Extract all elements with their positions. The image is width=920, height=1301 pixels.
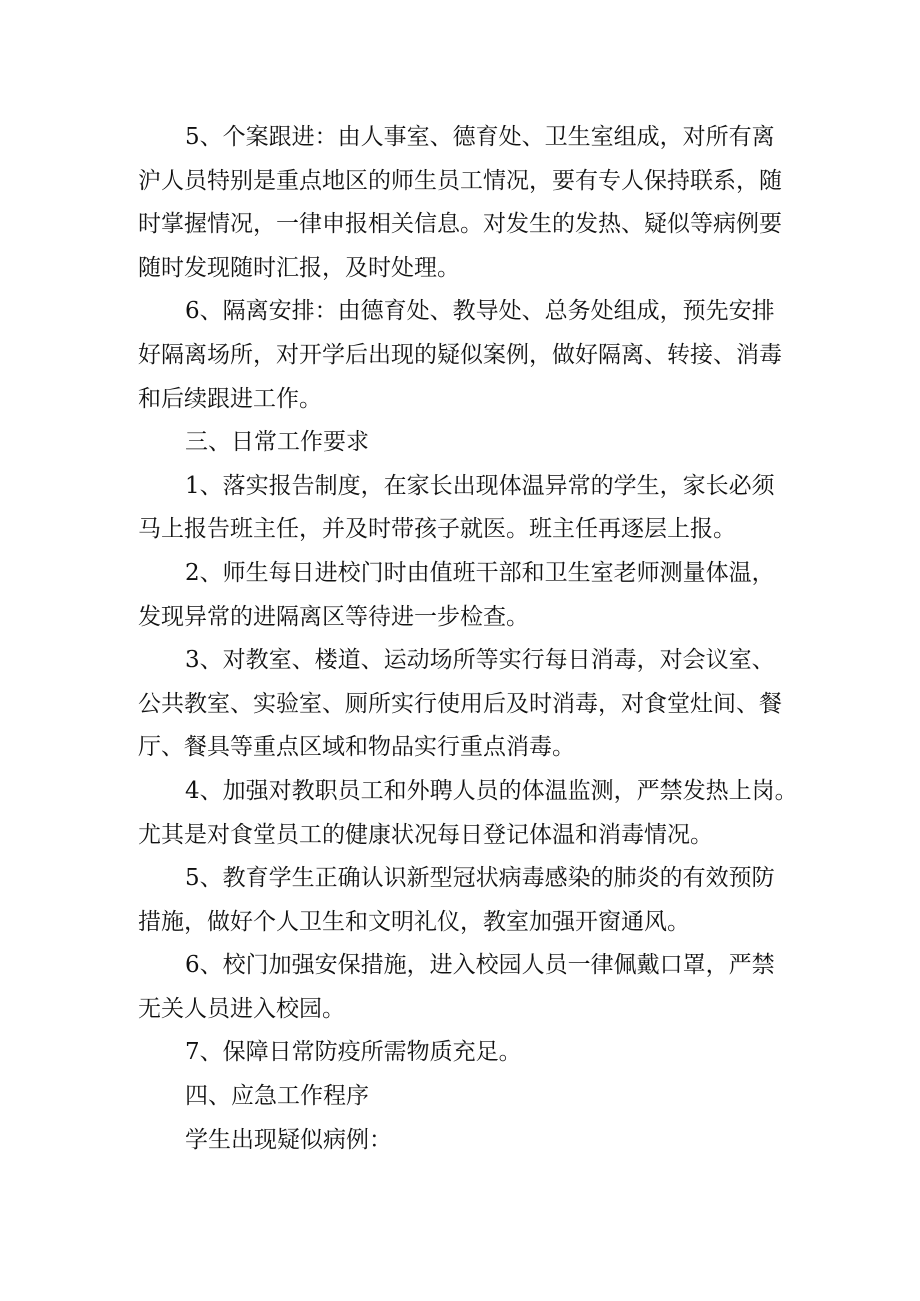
text-line: 措施，做好个人卫生和文明礼仪，教室加强开窗通风。 — [138, 908, 690, 935]
text-line: 马上报告班主任，并及时带孩子就医。班主任再逐层上报。 — [138, 516, 736, 543]
section-heading: 三、日常工作要求 — [185, 429, 369, 456]
text-line: 4、加强对教职员工和外聘人员的体温监测，严禁发热上岗。 — [185, 777, 798, 804]
text-line: 厅、餐具等重点区域和物品实行重点消毒。 — [138, 734, 575, 761]
text-line: 发现异常的进隔离区等待进一步检查。 — [138, 603, 529, 630]
text-line: 6、隔离安排：由德育处、教导处、总务处组成，预先安排 — [185, 298, 775, 325]
text-line: 随时发现随时汇报，及时处理。 — [138, 254, 460, 281]
text-line: 时掌握情况，一律申报相关信息。对发生的发热、疑似等病例要 — [138, 211, 782, 238]
text-line: 3、对教室、楼道、运动场所等实行每日消毒，对会议室、 — [185, 647, 775, 674]
section-heading: 四、应急工作程序 — [185, 1083, 369, 1110]
text-line: 7、保障日常防疫所需物质充足。 — [185, 1039, 522, 1066]
text-line: 和后续跟进工作。 — [138, 385, 322, 412]
text-line: 学生出现疑似病例： — [185, 1126, 392, 1153]
text-line: 无关人员进入校园。 — [138, 995, 345, 1022]
text-line: 尤其是对食堂员工的健康状况每日登记体温和消毒情况。 — [138, 821, 713, 848]
document-body — [138, 116, 798, 1162]
text-line: 5、个案跟进：由人事室、德育处、卫生室组成，对所有离 — [185, 124, 775, 150]
text-line: 5、教育学生正确认识新型冠状病毒感染的肺炎的有效预防 — [185, 865, 775, 892]
text-line: 1、落实报告制度，在家长出现体温异常的学生，家长必须 — [185, 472, 775, 499]
text-line: 公共教室、实验室、厕所实行使用后及时消毒，对食堂灶间、餐 — [138, 690, 782, 717]
text-line: 6、校门加强安保措施，进入校园人员一律佩戴口罩，严禁 — [185, 952, 775, 979]
text-line: 2、师生每日进校门时由值班干部和卫生室老师测量体温， — [185, 559, 775, 586]
text-line: 好隔离场所，对开学后出现的疑似案例，做好隔离、转接、消毒 — [138, 341, 782, 368]
text-line: 沪人员特别是重点地区的师生员工情况，要有专人保持联系，随 — [138, 167, 782, 194]
